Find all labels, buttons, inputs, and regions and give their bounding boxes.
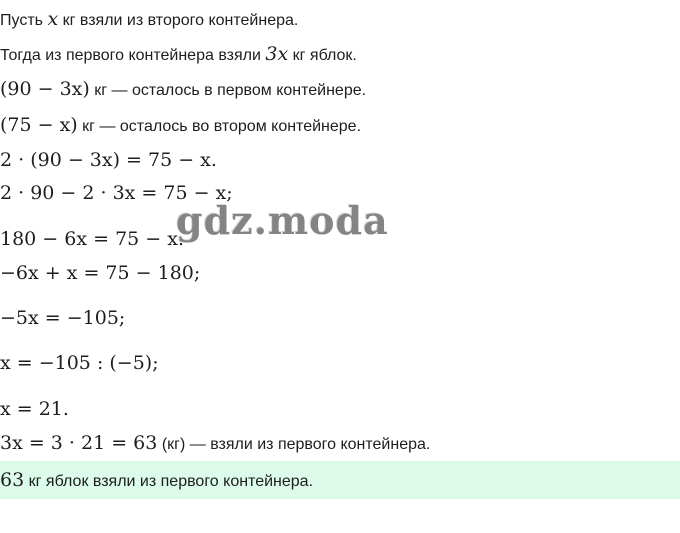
solution-line-7 (0, 229, 184, 251)
solution-line-1 (0, 9, 298, 31)
text-fragment: кг — осталось в первом контейнере. (89, 82, 367, 99)
solution-line-3 (0, 79, 366, 101)
math-fragment: −6x + x = 75 − 180; (0, 262, 201, 284)
math-fragment: 3x = 3 · 21 = 63 (0, 432, 158, 454)
solution-line-11 (0, 399, 69, 421)
solution-line-9 (0, 308, 125, 330)
math-fragment: x = 21. (0, 398, 69, 420)
math-fragment: (75 − x) (0, 114, 78, 136)
math-fragment: 2 · 90 − 2 · 3x = 75 − x; (0, 182, 233, 204)
solution-line-5 (0, 150, 217, 172)
text-fragment: Пусть (0, 12, 48, 29)
math-fragment: −5x = −105; (0, 307, 126, 329)
math-fragment: x = −105 : (−5); (0, 352, 159, 374)
text-fragment: кг яблок. (288, 47, 357, 64)
text-fragment: Тогда из первого контейнера взяли (0, 47, 266, 64)
math-fragment: 63 (0, 469, 25, 491)
solution-line-8 (0, 263, 200, 285)
text-fragment: кг — осталось во втором контейнере. (77, 118, 362, 135)
math-fragment: x (47, 8, 59, 30)
solution-line-2 (0, 44, 357, 66)
math-fragment: 180 − 6x = 75 − x. (0, 228, 184, 250)
math-fragment: 2 · (90 − 3x) = 75 − x. (0, 149, 217, 171)
answer-line (0, 470, 313, 492)
text-fragment: кг яблок взяли из первого контейнера. (24, 473, 314, 490)
watermark-logo: gdz.moda (176, 198, 389, 243)
text-fragment: (кг) — взяли из первого контейнера. (157, 436, 431, 453)
math-fragment: (90 − 3x) (0, 78, 90, 100)
math-fragment: 3x (265, 43, 289, 65)
solution-line-4 (0, 115, 361, 137)
solution-line-12 (0, 433, 430, 455)
solution-line-10 (0, 353, 159, 375)
text-fragment: кг взяли из второго контейнера. (58, 12, 299, 29)
